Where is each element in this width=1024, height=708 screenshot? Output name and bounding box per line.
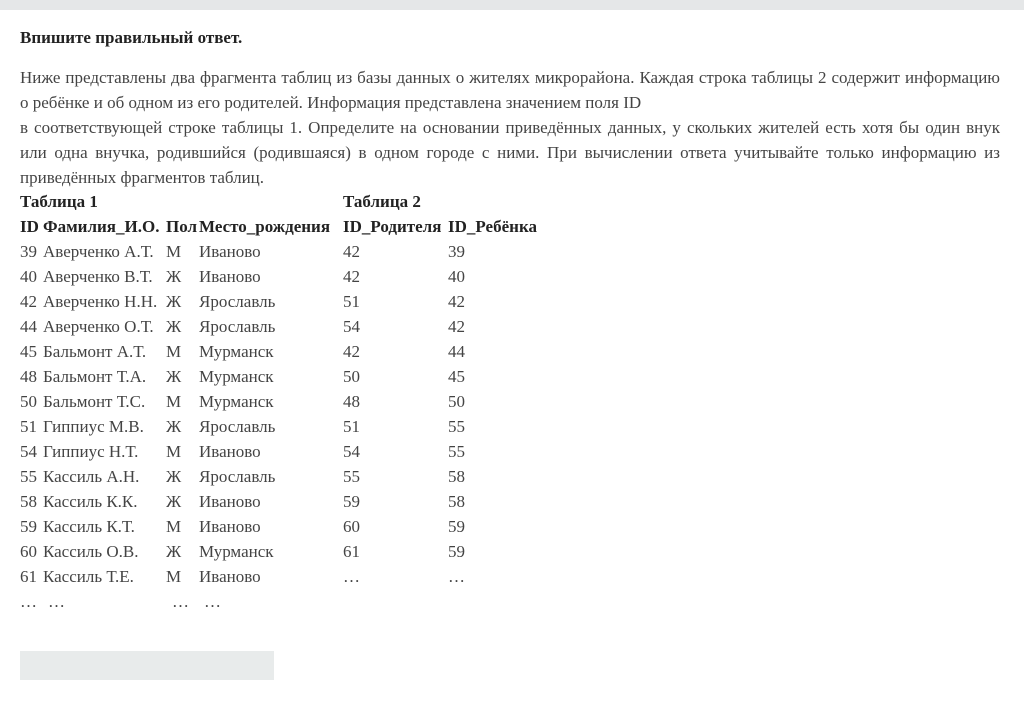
table1-cell: Кассиль А.Н.: [43, 467, 140, 486]
table1-cell: 51: [20, 417, 37, 436]
table2-cell: 40: [448, 267, 465, 286]
table2-cell: …: [448, 567, 465, 586]
table1-cell: 48: [20, 367, 37, 386]
table2-cell: 58: [448, 467, 465, 486]
table1-cell: …: [48, 592, 65, 611]
table1-cell: Гиппиус Н.Т.: [43, 442, 139, 461]
table1-cell: Ярославль: [199, 317, 276, 336]
table2-cell: 54: [343, 317, 360, 336]
table1-cell: Бальмонт Т.С.: [43, 392, 146, 411]
table2-cell: 59: [448, 542, 465, 561]
table1-cell: Кассиль К.Т.: [43, 517, 135, 536]
table2-cell: 54: [343, 442, 360, 461]
table1-cell: Ярославль: [199, 467, 276, 486]
table1-cell: Ж: [166, 367, 182, 386]
table1-cell: 50: [20, 392, 37, 411]
table2-title: Таблица 2: [343, 192, 421, 211]
table1-cell: 58: [20, 492, 37, 511]
table1-cell: 61: [20, 567, 37, 586]
table2-cell: 42: [448, 292, 465, 311]
table1-cell: 44: [20, 317, 37, 336]
table1-cell: 54: [20, 442, 37, 461]
table1-cell: Ярославль: [199, 292, 276, 311]
table2-cell: 58: [448, 492, 465, 511]
table1-cell: М: [166, 567, 182, 586]
table1-cell: Кассиль О.В.: [43, 542, 139, 561]
answer-input[interactable]: [20, 651, 274, 680]
table1-cell: Ж: [166, 317, 182, 336]
table1-cell: Ярославль: [199, 417, 276, 436]
table2-cell: …: [343, 567, 360, 586]
table1-cell: Ж: [166, 267, 182, 286]
table1-header: Фамилия_И.О.: [43, 217, 160, 236]
task-text: [20, 65, 1000, 190]
table2-cell: 42: [343, 342, 360, 361]
table1-cell: М: [166, 517, 182, 536]
table2-cell: 42: [448, 317, 465, 336]
top-bar: [0, 0, 1024, 10]
table1-cell: Мурманск: [199, 392, 274, 411]
table1-cell: Ж: [166, 417, 182, 436]
table1-cell: Бальмонт А.Т.: [43, 342, 147, 361]
table1-cell: Ж: [166, 492, 182, 511]
table1-cell: Иваново: [199, 567, 261, 586]
table2-cell: 55: [448, 442, 465, 461]
table2-cell: 42: [343, 242, 360, 261]
table1-cell: Кассиль К.К.: [43, 492, 138, 511]
table1-cell: Ж: [166, 467, 182, 486]
table1-cell: Иваново: [199, 517, 261, 536]
table2-header: ID_Родителя: [343, 217, 442, 236]
table2-cell: 48: [343, 392, 360, 411]
table2-cell: 59: [448, 517, 465, 536]
table1-cell: 39: [20, 242, 37, 261]
table2-cell: 50: [448, 392, 465, 411]
task-text-part-1: Ниже представлены два фрагмента таблиц из базы данных о жителях микрорайона. Каждая строка таблицы 2 содержит информацию о ребёнке и об одном из его родителей. Информация представлена значением поля ID: [20, 68, 1000, 112]
table1-cell: М: [166, 242, 182, 261]
table1-cell: 55: [20, 467, 37, 486]
table1-cell: Гиппиус М.В.: [43, 417, 144, 436]
table1-header: Место_рождения: [199, 217, 331, 236]
table2-cell: 44: [448, 342, 465, 361]
table2-cell: 45: [448, 367, 465, 386]
table1-cell: М: [166, 342, 182, 361]
table1-cell: 59: [20, 517, 37, 536]
table1-cell: 60: [20, 542, 37, 561]
table1-cell: Иваново: [199, 267, 261, 286]
table2-cell: 51: [343, 417, 360, 436]
table2-cell: 55: [343, 467, 360, 486]
table1-header: Пол: [166, 217, 198, 236]
table1-cell: Аверченко В.Т.: [43, 267, 153, 286]
table1-cell: …: [204, 592, 221, 611]
table1-cell: М: [166, 392, 182, 411]
table1-cell: Мурманск: [199, 342, 274, 361]
table1-cell: 42: [20, 292, 37, 311]
table1-cell: Мурманск: [199, 367, 274, 386]
table1-cell: Ж: [166, 292, 182, 311]
table1-cell: Аверченко О.Т.: [43, 317, 154, 336]
table2-cell: 60: [343, 517, 360, 536]
table2-cell: 61: [343, 542, 360, 561]
table1-header: ID: [20, 217, 39, 236]
instruction: Впишите правильный ответ.: [20, 28, 243, 47]
table1-cell: Иваново: [199, 492, 261, 511]
table2-cell: 51: [343, 292, 360, 311]
table1-cell: Бальмонт Т.А.: [43, 367, 147, 386]
table2-cell: 55: [448, 417, 465, 436]
table1-cell: Иваново: [199, 442, 261, 461]
table2-header: ID_Ребёнка: [448, 217, 537, 236]
table1-cell: 40: [20, 267, 37, 286]
table1-cell: 45: [20, 342, 37, 361]
table1-cell: Мурманск: [199, 542, 274, 561]
table1-cell: Аверченко Н.Н.: [43, 292, 158, 311]
table2-cell: 42: [343, 267, 360, 286]
task-text-part-2: в соответствующей строке таблицы 1. Определите на основании приведённых данных, у скольких жителей есть хотя бы один внук или одна внучка, родившийся (родившаяся) в одном городе с ними. При вычислении ответа учитывайте только информацию из приведённых фрагментов таблиц.: [20, 118, 1000, 187]
table2-cell: 39: [448, 242, 465, 261]
table1-cell: Иваново: [199, 242, 261, 261]
table1-cell: Кассиль Т.Е.: [43, 567, 134, 586]
table1-cell: …: [20, 592, 37, 611]
table1-title: Таблица 1: [20, 192, 98, 211]
table2-cell: 50: [343, 367, 360, 386]
table2-cell: 59: [343, 492, 360, 511]
table1-cell: Ж: [166, 542, 182, 561]
table1-cell: …: [172, 592, 189, 611]
table1-cell: М: [166, 442, 182, 461]
table1-cell: Аверченко А.Т.: [43, 242, 154, 261]
